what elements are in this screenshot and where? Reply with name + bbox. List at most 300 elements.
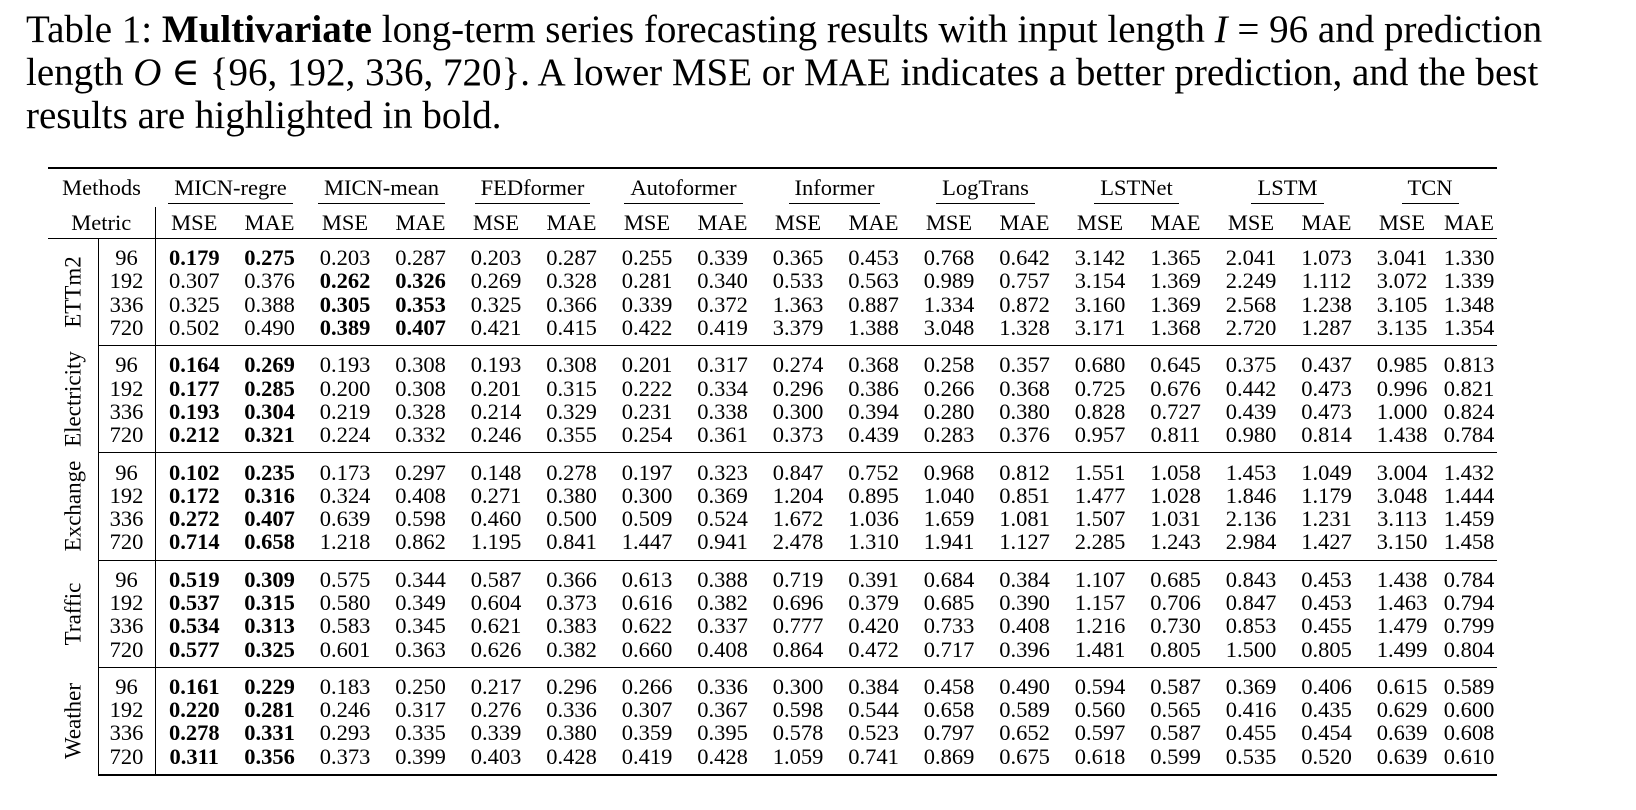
value-cell: 0.325 bbox=[470, 291, 522, 317]
value-cell: 1.049 bbox=[1301, 459, 1352, 485]
value-cell: 0.407 bbox=[384, 316, 457, 346]
value-cell: 0.394 bbox=[848, 398, 899, 424]
value-cell: 0.583 bbox=[319, 613, 371, 639]
value-cell: 2.984 bbox=[1212, 530, 1290, 560]
value-cell: 0.805 bbox=[1290, 637, 1363, 667]
value-cell: 1.438 bbox=[1376, 566, 1428, 592]
value-cell: 0.757 bbox=[999, 268, 1050, 294]
value-cell: 0.980 bbox=[1212, 423, 1290, 453]
value-cell: 0.639 bbox=[1363, 745, 1441, 775]
value-cell: 0.639 bbox=[319, 506, 371, 532]
horizon-cell: 96 bbox=[98, 667, 155, 698]
value-cell: 0.183 bbox=[319, 673, 371, 699]
value-cell: 0.266 bbox=[621, 673, 673, 699]
metric-mse: MSE bbox=[306, 207, 384, 239]
value-cell: 0.658 bbox=[923, 697, 975, 723]
horizon-cell: 192 bbox=[98, 591, 155, 614]
value-cell: 0.473 bbox=[1301, 375, 1352, 401]
value-cell: 0.193 bbox=[470, 352, 522, 378]
caption-text-1: long-term series forecasting results with input length bbox=[381, 8, 1205, 51]
value-cell: 0.563 bbox=[848, 268, 899, 294]
caption-text-3: length bbox=[26, 51, 124, 94]
value-cell: 1.846 bbox=[1225, 482, 1277, 508]
value-cell: 0.201 bbox=[470, 375, 522, 401]
value-cell: 0.680 bbox=[1074, 352, 1126, 378]
dataset-label: Weather bbox=[60, 683, 86, 760]
value-cell: 0.419 bbox=[686, 316, 759, 346]
horizon-cell: 720 bbox=[98, 423, 155, 453]
value-cell: 0.332 bbox=[384, 423, 457, 453]
value-cell: 1.499 bbox=[1363, 637, 1441, 667]
dataset-label-cell bbox=[48, 453, 98, 560]
value-cell: 3.171 bbox=[1061, 316, 1139, 346]
value-cell: 0.283 bbox=[910, 423, 988, 453]
value-cell: 0.717 bbox=[910, 637, 988, 667]
value-cell: 0.235 bbox=[244, 459, 295, 485]
value-cell: 0.363 bbox=[384, 637, 457, 667]
value-cell: 3.004 bbox=[1376, 459, 1428, 485]
value-cell: 0.281 bbox=[244, 697, 295, 723]
value-cell: 0.389 bbox=[306, 316, 384, 346]
value-cell: 0.308 bbox=[395, 352, 446, 378]
value-cell: 0.841 bbox=[535, 530, 608, 560]
horizon-cell: 192 bbox=[98, 376, 155, 399]
value-cell: 2.041 bbox=[1225, 245, 1277, 271]
value-cell: 1.348 bbox=[1443, 291, 1495, 317]
table-row bbox=[48, 721, 1497, 744]
value-cell: 0.373 bbox=[306, 745, 384, 775]
value-cell: 0.658 bbox=[233, 530, 306, 560]
value-cell: 0.262 bbox=[319, 268, 371, 294]
dataset-label-cell bbox=[48, 560, 98, 667]
method-name: Autoformer bbox=[624, 173, 742, 204]
value-cell: 0.472 bbox=[837, 637, 910, 667]
metric-mae: MAE bbox=[384, 207, 457, 239]
value-cell: 0.652 bbox=[999, 720, 1050, 746]
dataset-label: Electricity bbox=[60, 351, 86, 448]
value-cell: 0.269 bbox=[470, 268, 522, 294]
value-cell: 0.337 bbox=[697, 613, 748, 639]
metric-mse: MSE bbox=[155, 207, 233, 239]
value-cell: 0.287 bbox=[395, 245, 446, 271]
method-header bbox=[155, 168, 306, 207]
value-cell: 0.177 bbox=[168, 375, 220, 401]
table-row bbox=[48, 614, 1497, 637]
value-cell: 3.160 bbox=[1074, 291, 1126, 317]
value-cell: 0.502 bbox=[155, 316, 233, 346]
value-cell: 0.616 bbox=[621, 590, 673, 615]
value-cell: 0.172 bbox=[168, 482, 220, 508]
value-cell: 0.344 bbox=[395, 566, 446, 592]
value-cell: 0.622 bbox=[621, 613, 673, 639]
value-cell: 0.193 bbox=[319, 352, 371, 378]
value-cell: 0.420 bbox=[848, 613, 899, 639]
horizon-cell: 720 bbox=[98, 745, 155, 775]
horizon-cell: 336 bbox=[98, 293, 155, 316]
value-cell: 0.315 bbox=[546, 375, 597, 401]
table-row bbox=[48, 346, 1497, 377]
value-cell: 1.073 bbox=[1301, 245, 1352, 271]
value-cell: 0.296 bbox=[546, 673, 597, 699]
value-cell: 1.059 bbox=[759, 745, 837, 775]
value-cell: 0.339 bbox=[470, 720, 522, 746]
value-cell: 0.851 bbox=[999, 482, 1050, 508]
value-cell: 0.615 bbox=[1376, 673, 1428, 699]
value-cell: 0.355 bbox=[535, 423, 608, 453]
table-row bbox=[48, 637, 1497, 667]
value-cell: 1.363 bbox=[772, 291, 824, 317]
value-cell: 0.266 bbox=[923, 375, 975, 401]
value-cell: 0.375 bbox=[1225, 352, 1277, 378]
value-cell: 0.383 bbox=[546, 613, 597, 639]
value-cell: 0.325 bbox=[168, 291, 220, 317]
value-cell: 0.537 bbox=[168, 590, 220, 615]
dataset-label-cell bbox=[48, 239, 98, 346]
metric-mae: MAE bbox=[686, 207, 759, 239]
value-cell: 0.578 bbox=[772, 720, 824, 746]
value-cell: 1.112 bbox=[1301, 268, 1352, 294]
method-header bbox=[1061, 168, 1212, 207]
value-cell: 0.379 bbox=[848, 590, 899, 615]
table-row bbox=[48, 293, 1497, 316]
value-cell: 0.589 bbox=[1443, 673, 1495, 699]
header-row-methods bbox=[48, 168, 1497, 207]
value-cell: 0.587 bbox=[1150, 673, 1201, 699]
value-cell: 0.317 bbox=[697, 352, 748, 378]
value-cell: 0.408 bbox=[686, 637, 759, 667]
value-cell: 0.331 bbox=[244, 720, 295, 746]
value-cell: 0.384 bbox=[848, 673, 899, 699]
horizon-cell: 192 bbox=[98, 269, 155, 292]
value-cell: 0.777 bbox=[772, 613, 824, 639]
value-cell: 0.957 bbox=[1061, 423, 1139, 453]
value-cell: 0.324 bbox=[319, 482, 371, 508]
value-cell: 0.212 bbox=[155, 423, 233, 453]
value-cell: 2.478 bbox=[759, 530, 837, 560]
value-cell: 0.278 bbox=[546, 459, 597, 485]
value-cell: 0.313 bbox=[244, 613, 295, 639]
value-cell: 0.684 bbox=[923, 566, 975, 592]
value-cell: 3.048 bbox=[910, 316, 988, 346]
value-cell: 0.357 bbox=[999, 352, 1050, 378]
value-cell: 3.142 bbox=[1074, 245, 1126, 271]
value-cell: 1.500 bbox=[1212, 637, 1290, 667]
value-cell: 0.565 bbox=[1150, 697, 1201, 723]
value-cell: 0.594 bbox=[1074, 673, 1126, 699]
value-cell: 0.321 bbox=[233, 423, 306, 453]
horizon-cell: 96 bbox=[98, 560, 155, 591]
caption-text-2: = 96 and prediction bbox=[1237, 8, 1543, 51]
value-cell: 0.311 bbox=[155, 745, 233, 775]
value-cell: 0.353 bbox=[395, 291, 446, 317]
value-cell: 0.373 bbox=[759, 423, 837, 453]
value-cell: 0.804 bbox=[1441, 637, 1497, 667]
value-cell: 0.618 bbox=[1061, 745, 1139, 775]
value-cell: 1.328 bbox=[988, 316, 1061, 346]
value-cell: 0.366 bbox=[546, 566, 597, 592]
value-cell: 0.741 bbox=[837, 745, 910, 775]
value-cell: 0.219 bbox=[319, 398, 371, 424]
value-cell: 0.214 bbox=[470, 398, 522, 424]
value-cell: 0.308 bbox=[546, 352, 597, 378]
value-cell: 0.329 bbox=[546, 398, 597, 424]
value-cell: 0.608 bbox=[1443, 720, 1495, 746]
value-cell: 1.365 bbox=[1150, 245, 1201, 271]
value-cell: 0.197 bbox=[621, 459, 673, 485]
value-cell: 0.388 bbox=[244, 291, 295, 317]
value-cell: 0.719 bbox=[772, 566, 824, 592]
horizon-cell: 336 bbox=[98, 721, 155, 744]
value-cell: 0.524 bbox=[697, 506, 748, 532]
value-cell: 0.941 bbox=[686, 530, 759, 560]
value-cell: 0.300 bbox=[772, 673, 824, 699]
value-cell: 1.447 bbox=[608, 530, 686, 560]
method-header bbox=[1363, 168, 1497, 207]
value-cell: 0.535 bbox=[1212, 745, 1290, 775]
value-cell: 0.203 bbox=[470, 245, 522, 271]
value-cell: 1.157 bbox=[1074, 590, 1126, 615]
value-cell: 0.217 bbox=[470, 673, 522, 699]
value-cell: 2.568 bbox=[1225, 291, 1277, 317]
value-cell: 0.148 bbox=[470, 459, 522, 485]
table-row bbox=[48, 316, 1497, 346]
value-cell: 0.300 bbox=[621, 482, 673, 508]
value-cell: 1.310 bbox=[837, 530, 910, 560]
method-name: Informer bbox=[789, 173, 881, 204]
value-cell: 0.428 bbox=[686, 745, 759, 775]
metric-mse: MSE bbox=[910, 207, 988, 239]
value-cell: 0.200 bbox=[319, 375, 371, 401]
value-cell: 1.941 bbox=[910, 530, 988, 560]
value-cell: 0.380 bbox=[546, 482, 597, 508]
value-cell: 0.847 bbox=[1225, 590, 1277, 615]
value-cell: 0.730 bbox=[1150, 613, 1201, 639]
value-cell: 0.613 bbox=[621, 566, 673, 592]
value-cell: 0.367 bbox=[697, 697, 748, 723]
value-cell: 0.222 bbox=[621, 375, 673, 401]
value-cell: 0.297 bbox=[395, 459, 446, 485]
value-cell: 0.490 bbox=[999, 673, 1050, 699]
value-cell: 0.255 bbox=[621, 245, 673, 271]
value-cell: 0.325 bbox=[233, 637, 306, 667]
metric-mse: MSE bbox=[1061, 207, 1139, 239]
value-cell: 1.659 bbox=[923, 506, 975, 532]
value-cell: 0.229 bbox=[244, 673, 295, 699]
value-cell: 0.577 bbox=[155, 637, 233, 667]
value-cell: 0.660 bbox=[608, 637, 686, 667]
value-cell: 0.340 bbox=[697, 268, 748, 294]
value-cell: 1.369 bbox=[1150, 268, 1201, 294]
value-cell: 0.388 bbox=[697, 566, 748, 592]
value-cell: 0.523 bbox=[848, 720, 899, 746]
value-cell: 0.587 bbox=[1150, 720, 1201, 746]
value-cell: 0.403 bbox=[457, 745, 535, 775]
value-cell: 0.600 bbox=[1443, 697, 1495, 723]
dataset-label: Exchange bbox=[60, 461, 86, 552]
value-cell: 0.250 bbox=[395, 673, 446, 699]
value-cell: 0.368 bbox=[848, 352, 899, 378]
value-cell: 0.293 bbox=[319, 720, 371, 746]
value-cell: 2.249 bbox=[1225, 268, 1277, 294]
value-cell: 0.304 bbox=[244, 398, 295, 424]
value-cell: 0.733 bbox=[923, 613, 975, 639]
value-cell: 0.276 bbox=[470, 697, 522, 723]
horizon-cell: 336 bbox=[98, 614, 155, 637]
method-header bbox=[759, 168, 910, 207]
metric-mse: MSE bbox=[1363, 207, 1441, 239]
value-cell: 1.672 bbox=[772, 506, 824, 532]
value-cell: 0.336 bbox=[546, 697, 597, 723]
horizon-cell: 336 bbox=[98, 400, 155, 423]
value-cell: 0.428 bbox=[535, 745, 608, 775]
method-header bbox=[1212, 168, 1363, 207]
value-cell: 1.216 bbox=[1074, 613, 1126, 639]
value-cell: 0.968 bbox=[923, 459, 975, 485]
value-cell: 0.339 bbox=[621, 291, 673, 317]
caption-var-o: O bbox=[133, 51, 162, 94]
value-cell: 0.193 bbox=[168, 398, 220, 424]
value-cell: 2.285 bbox=[1061, 530, 1139, 560]
table-row bbox=[48, 239, 1497, 270]
table-row bbox=[48, 698, 1497, 721]
value-cell: 0.642 bbox=[999, 245, 1050, 271]
caption-label: Table 1: bbox=[26, 8, 153, 51]
horizon-cell: 720 bbox=[98, 530, 155, 560]
value-cell: 0.336 bbox=[697, 673, 748, 699]
value-cell: 0.203 bbox=[319, 245, 371, 271]
method-header bbox=[306, 168, 457, 207]
value-cell: 1.477 bbox=[1074, 482, 1126, 508]
value-cell: 0.415 bbox=[535, 316, 608, 346]
method-name: LSTNet bbox=[1094, 173, 1179, 204]
value-cell: 1.444 bbox=[1443, 482, 1495, 508]
value-cell: 0.309 bbox=[244, 566, 295, 592]
value-cell: 0.315 bbox=[244, 590, 295, 615]
value-cell: 0.272 bbox=[168, 506, 220, 532]
value-cell: 0.300 bbox=[772, 398, 824, 424]
table-row bbox=[48, 530, 1497, 560]
value-cell: 0.161 bbox=[168, 673, 220, 699]
value-cell: 0.220 bbox=[168, 697, 220, 723]
value-cell: 0.359 bbox=[621, 720, 673, 746]
value-cell: 0.435 bbox=[1301, 697, 1352, 723]
value-cell: 0.872 bbox=[999, 291, 1050, 317]
value-cell: 2.136 bbox=[1225, 506, 1277, 532]
table-row bbox=[48, 484, 1497, 507]
value-cell: 0.373 bbox=[546, 590, 597, 615]
horizon-cell: 720 bbox=[98, 316, 155, 346]
value-cell: 0.473 bbox=[1301, 398, 1352, 424]
value-cell: 1.551 bbox=[1074, 459, 1126, 485]
table-row bbox=[48, 400, 1497, 423]
dataset-label: Traffic bbox=[60, 582, 86, 645]
value-cell: 0.307 bbox=[168, 268, 220, 294]
value-cell: 0.639 bbox=[1376, 720, 1428, 746]
value-cell: 0.254 bbox=[608, 423, 686, 453]
methods-label: Methods bbox=[48, 168, 155, 207]
results-table bbox=[48, 167, 1497, 776]
value-cell: 0.520 bbox=[1290, 745, 1363, 775]
value-cell: 0.390 bbox=[999, 590, 1050, 615]
value-cell: 1.334 bbox=[923, 291, 975, 317]
horizon-cell: 96 bbox=[98, 239, 155, 270]
value-cell: 0.287 bbox=[546, 245, 597, 271]
value-cell: 0.372 bbox=[697, 291, 748, 317]
value-cell: 0.307 bbox=[621, 697, 673, 723]
value-cell: 0.269 bbox=[244, 352, 295, 378]
value-cell: 0.460 bbox=[470, 506, 522, 532]
value-cell: 0.422 bbox=[608, 316, 686, 346]
value-cell: 0.345 bbox=[395, 613, 446, 639]
value-cell: 0.334 bbox=[697, 375, 748, 401]
value-cell: 0.675 bbox=[988, 745, 1061, 775]
value-cell: 0.814 bbox=[1290, 423, 1363, 453]
value-cell: 0.376 bbox=[988, 423, 1061, 453]
value-cell: 0.453 bbox=[1301, 590, 1352, 615]
value-cell: 0.797 bbox=[923, 720, 975, 746]
table-row bbox=[48, 591, 1497, 614]
value-cell: 1.081 bbox=[999, 506, 1050, 532]
value-cell: 0.317 bbox=[395, 697, 446, 723]
value-cell: 0.308 bbox=[395, 375, 446, 401]
horizon-cell: 96 bbox=[98, 346, 155, 377]
value-cell: 0.706 bbox=[1150, 590, 1201, 615]
value-cell: 1.040 bbox=[923, 482, 975, 508]
value-cell: 0.439 bbox=[1225, 398, 1277, 424]
value-cell: 0.821 bbox=[1443, 375, 1495, 401]
value-cell: 0.580 bbox=[319, 590, 371, 615]
value-cell: 0.201 bbox=[621, 352, 673, 378]
value-cell: 0.382 bbox=[535, 637, 608, 667]
value-cell: 0.604 bbox=[470, 590, 522, 615]
value-cell: 0.989 bbox=[923, 268, 975, 294]
metric-mse: MSE bbox=[457, 207, 535, 239]
metric-mae: MAE bbox=[535, 207, 608, 239]
value-cell: 0.335 bbox=[395, 720, 446, 746]
value-cell: 0.439 bbox=[837, 423, 910, 453]
value-cell: 1.127 bbox=[988, 530, 1061, 560]
value-cell: 0.500 bbox=[546, 506, 597, 532]
value-cell: 0.369 bbox=[1225, 673, 1277, 699]
value-cell: 0.696 bbox=[772, 590, 824, 615]
value-cell: 0.408 bbox=[395, 482, 446, 508]
value-cell: 0.281 bbox=[621, 268, 673, 294]
value-cell: 3.072 bbox=[1376, 268, 1428, 294]
value-cell: 1.438 bbox=[1363, 423, 1441, 453]
metric-mae: MAE bbox=[233, 207, 306, 239]
value-cell: 0.490 bbox=[233, 316, 306, 346]
value-cell: 1.427 bbox=[1290, 530, 1363, 560]
value-cell: 0.725 bbox=[1074, 375, 1126, 401]
value-cell: 0.419 bbox=[608, 745, 686, 775]
value-cell: 1.368 bbox=[1139, 316, 1212, 346]
value-cell: 0.391 bbox=[848, 566, 899, 592]
horizon-cell: 192 bbox=[98, 484, 155, 507]
table-row bbox=[48, 507, 1497, 530]
value-cell: 0.406 bbox=[1301, 673, 1352, 699]
metric-mae: MAE bbox=[837, 207, 910, 239]
caption-var-i: I bbox=[1214, 8, 1228, 51]
method-header bbox=[457, 168, 608, 207]
value-cell: 0.685 bbox=[1150, 566, 1201, 592]
value-cell: 0.610 bbox=[1441, 745, 1497, 775]
value-cell: 0.453 bbox=[1301, 566, 1352, 592]
value-cell: 0.587 bbox=[470, 566, 522, 592]
value-cell: 1.481 bbox=[1061, 637, 1139, 667]
value-cell: 0.629 bbox=[1376, 697, 1428, 723]
value-cell: 1.330 bbox=[1443, 245, 1495, 271]
value-cell: 0.179 bbox=[168, 245, 220, 271]
